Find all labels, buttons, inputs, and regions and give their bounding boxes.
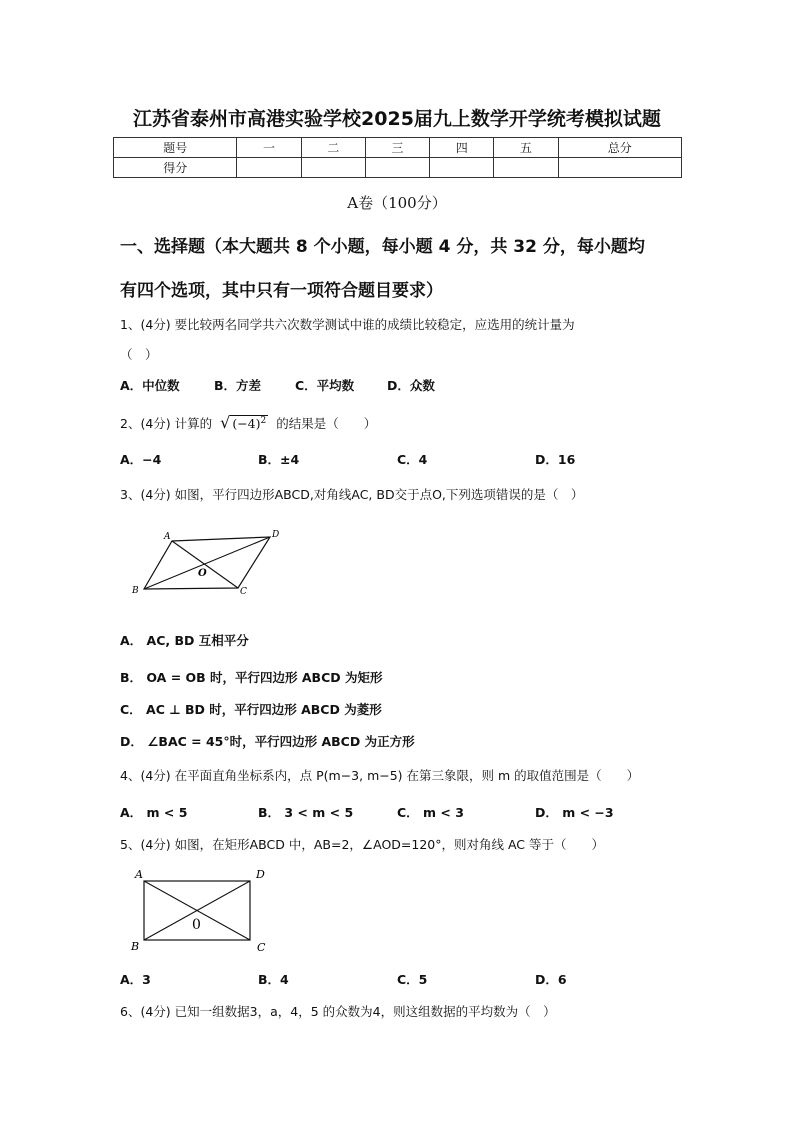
q2-sqrt — [220, 413, 268, 432]
q3-option-b: B． OA = OB 时，平行四边形 ABCD 为矩形 — [120, 670, 383, 685]
q2-suffix: 的结果是（ ） — [276, 416, 377, 431]
section-a-title: A卷（100分） — [347, 194, 447, 212]
figure-label-b: B — [131, 940, 140, 953]
score-header-cell: 题号 — [114, 138, 237, 158]
q2-prefix: 2、(4分) 计算的 — [120, 416, 213, 431]
q2-option-a: A．−4 — [120, 452, 162, 467]
figure-label-o: O — [198, 568, 207, 579]
score-cell — [237, 158, 301, 178]
figure-label-c: C — [257, 941, 266, 954]
score-header-cell: 五 — [494, 138, 558, 158]
score-header-cell: 三 — [365, 138, 429, 158]
figure-label-a: A — [164, 532, 171, 542]
q5-option-b: B．4 — [258, 972, 289, 987]
score-table-header-row — [114, 138, 682, 158]
q4-option-a: A． m < 5 — [120, 805, 188, 820]
q2-radicand: (−4) — [232, 416, 261, 431]
question-2-text — [120, 413, 376, 432]
score-cell — [494, 158, 558, 178]
figure-label-a: A — [135, 868, 143, 881]
q3-option-d: D． ∠BAC = 45°时，平行四边形 ABCD 为正方形 — [120, 734, 415, 749]
score-header-cell: 二 — [301, 138, 365, 158]
q2-exponent: 2 — [260, 415, 267, 426]
figure-label-c: C — [240, 587, 247, 597]
question-3-text: 3、(4分) 如图，平行四边形ABCD,对角线AC, BD交于点O,下列选项错误的是（ ） — [120, 487, 584, 502]
score-row-label: 得分 — [114, 158, 237, 178]
q4-option-d: D． m < −3 — [535, 805, 614, 820]
score-header-cell: 总分 — [558, 138, 681, 158]
radical-sign-icon: √ — [220, 413, 231, 432]
q5-option-a: A．3 — [120, 972, 151, 987]
question-4-text: 4、(4分) 在平面直角坐标系内，点 P(m−3, m−5) 在第三象限，则 m 的取值范围是（ ） — [120, 768, 640, 783]
question-1-paren: （ ） — [120, 347, 158, 362]
score-cell — [365, 158, 429, 178]
figure-label-d: D — [256, 868, 265, 881]
part1-heading-line2: 有四个选项，其中只有一项符合题目要求） — [120, 281, 443, 301]
question-5-text: 5、(4分) 如图，在矩形ABCD 中，AB=2，∠AOD=120°，则对角线 AC 等于（ ） — [120, 837, 605, 852]
q1-option-a: A．中位数 — [120, 378, 180, 393]
q5-option-d: D．6 — [535, 972, 567, 987]
figure-label-o: 0 — [192, 917, 201, 933]
figure-label-d: D — [272, 530, 280, 540]
rectangle-figure — [125, 866, 275, 956]
diagonal-ac — [172, 541, 238, 588]
exam-title: 江苏省泰州市高港实验学校2025届九上数学开学统考模拟试题 — [133, 108, 661, 130]
score-cell — [301, 158, 365, 178]
score-header-cell: 一 — [237, 138, 301, 158]
q5-option-c: C．5 — [397, 972, 428, 987]
q2-option-d: D．16 — [535, 452, 576, 467]
score-cell — [430, 158, 494, 178]
part1-heading-line1: 一、选择题（本大题共 8 个小题，每小题 4 分，共 32 分，每小题均 — [120, 237, 645, 257]
score-table-score-row — [114, 158, 682, 178]
figure-label-b: B — [132, 586, 139, 596]
score-table — [113, 137, 682, 178]
score-cell — [558, 158, 681, 178]
score-header-cell: 四 — [430, 138, 494, 158]
q4-option-c: C． m < 3 — [397, 805, 464, 820]
q1-option-b: B．方差 — [214, 378, 262, 393]
q3-option-a: A． AC, BD 互相平分 — [120, 633, 249, 648]
q4-option-b: B． 3 < m < 5 — [258, 805, 354, 820]
diagonal-bd — [144, 537, 270, 589]
q3-option-c: C． AC ⊥ BD 时，平行四边形 ABCD 为菱形 — [120, 702, 382, 717]
q2-option-b: B．±4 — [258, 452, 300, 467]
q2-option-c: C．4 — [397, 452, 428, 467]
q1-option-c: C．平均数 — [295, 378, 355, 393]
question-6-text: 6、(4分) 已知一组数据3，a，4，5 的众数为4，则这组数据的平均数为（ ） — [120, 1004, 556, 1019]
q1-option-d: D．众数 — [387, 378, 435, 393]
question-1-text: 1、(4分) 要比较两名同学共六次数学测试中谁的成绩比较稳定，应选用的统计量为 — [120, 317, 575, 332]
parallelogram-figure — [125, 525, 285, 600]
